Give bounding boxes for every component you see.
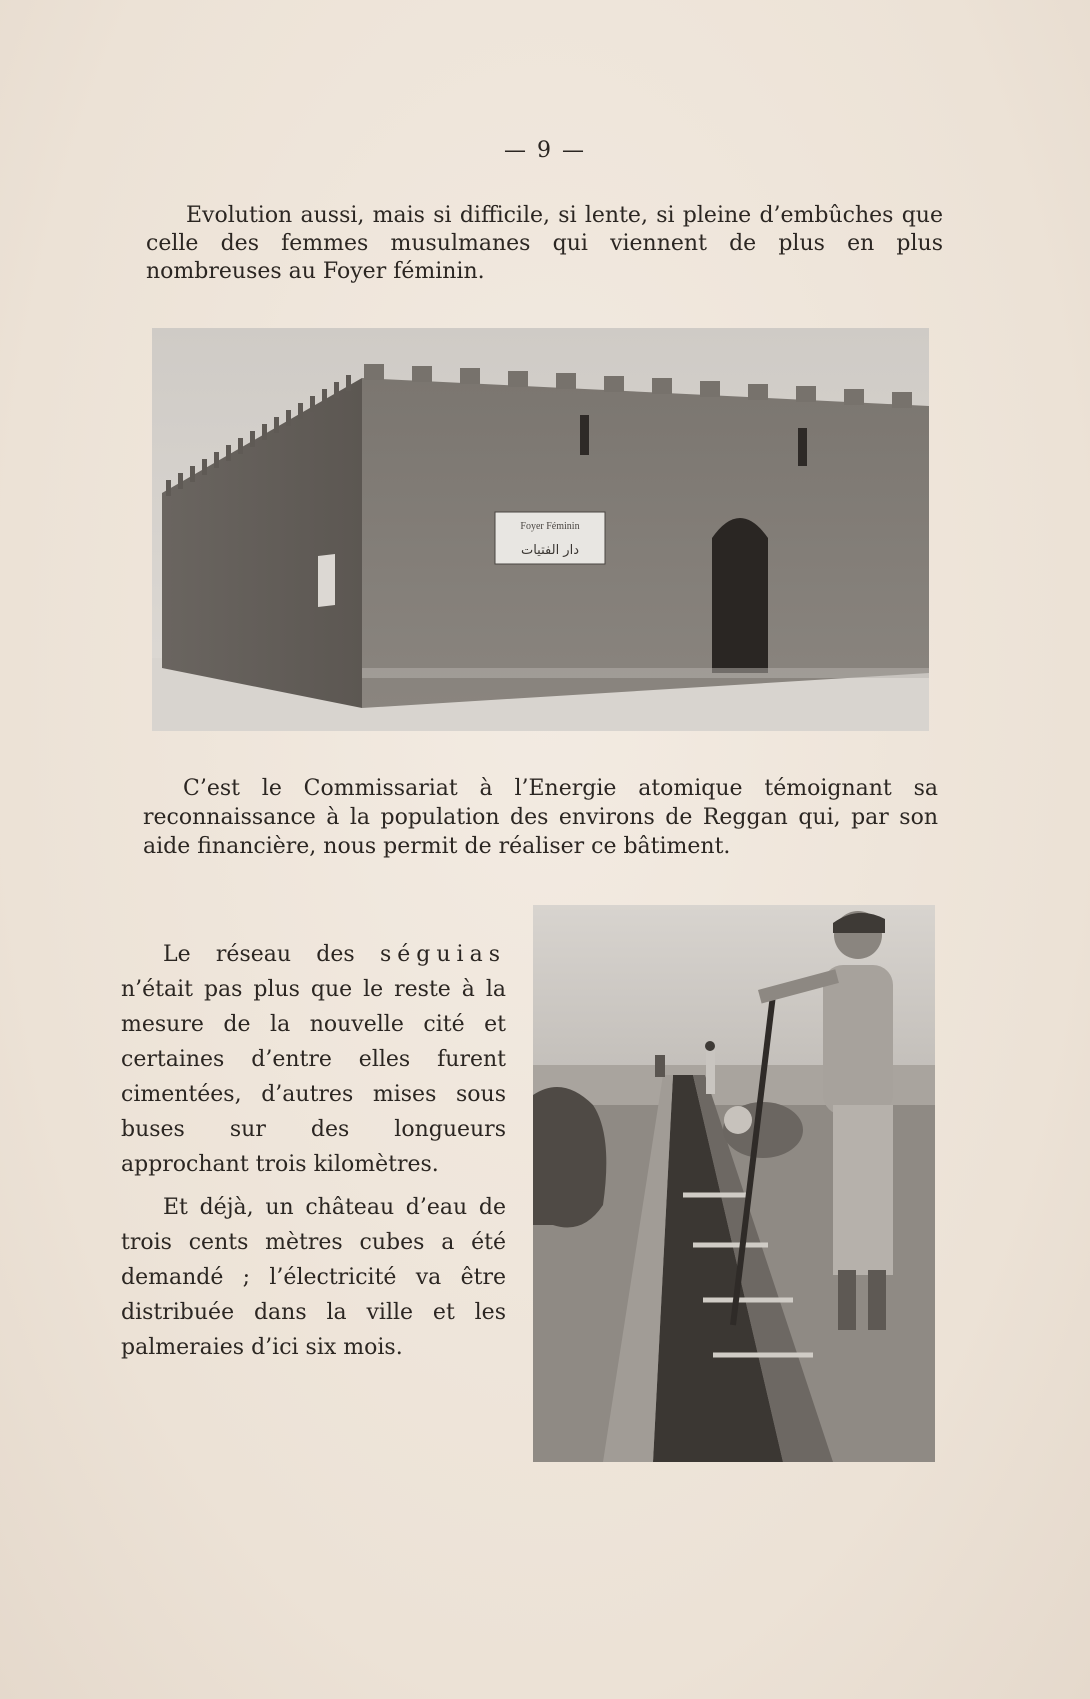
foyer-feminin-photo [152,328,929,731]
seguia-workers-photo [533,905,935,1462]
sign-label-arabic: دار الفتيات [520,543,580,558]
foyer-building-illustration [152,328,929,731]
photo-caption [143,774,938,861]
seguia-workers-illustration [533,905,935,1462]
seguias-text-column [121,937,506,1373]
water-tower-paragraph: Et déjà, un château d’eau de trois cents mètres cubes a été demandé ; l’électricité va être distribuée dans la ville et les palmeraies d’ici six mois. [121,1195,506,1360]
seguias-paragraph-rest: n’était pas plus que le reste à la mesure de la nouvelle cité et certaines d’entre elles furent cimentées, d’autres mises sous buses sur des longueurs approchant trois kilomètres. [121,977,506,1177]
caption-text: C’est le Commissariat à l’Energie atomique témoignant sa reconnaissance à la population des environs de Reggan qui, par son aide financière, nous permit de réaliser ce bâtiment. [143,776,938,859]
seguias-paragraph-start: Le réseau des [163,942,355,967]
intro-paragraph [146,202,943,286]
page-number: — 9 — [504,138,586,163]
intro-paragraph-text: Evolution aussi, mais si difficile, si lente, si pleine d’embûches que celle des femmes musulmanes qui viennent de plus en plus nombreuses au Foyer féminin. [146,203,943,284]
seguias-spaced-word: séguias [379,942,506,967]
seguias-paragraph [121,937,506,1182]
sign-label-french: Foyer Féminin [520,521,580,532]
